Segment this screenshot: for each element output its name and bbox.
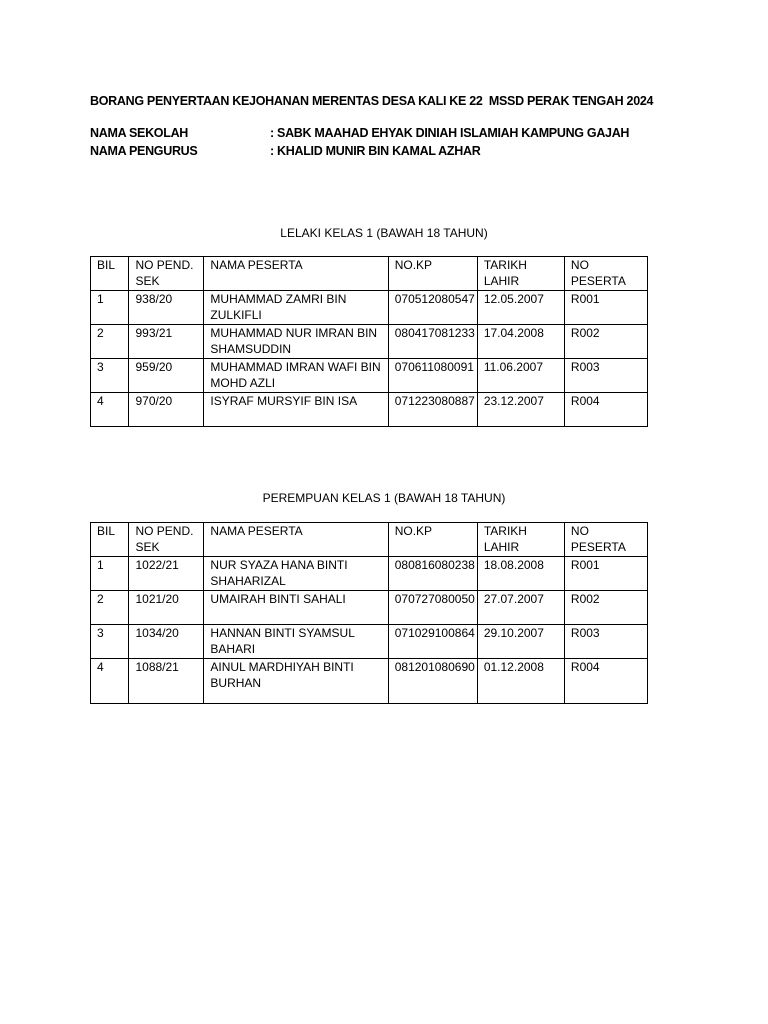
header-no-pend-sek: NO PEND. SEK bbox=[129, 257, 204, 291]
cell-bil: 4 bbox=[91, 393, 129, 427]
cell-bil: 1 bbox=[91, 557, 129, 591]
header-tarikh-lahir: TARIKH LAHIR bbox=[477, 523, 564, 557]
header-bil: BIL bbox=[91, 257, 129, 291]
cell-no-peserta: R001 bbox=[564, 291, 647, 325]
cell-no-kp: 081201080690 bbox=[388, 659, 477, 704]
cell-nama-peserta: AINUL MARDHIYAH BINTI BURHAN bbox=[204, 659, 388, 704]
table-row bbox=[91, 393, 648, 427]
cell-no-peserta: R001 bbox=[564, 557, 647, 591]
cell-no-pend-sek: 1021/20 bbox=[129, 591, 204, 625]
table-row bbox=[91, 625, 648, 659]
cell-no-kp: 080816080238 bbox=[388, 557, 477, 591]
cell-tarikh-lahir: 01.12.2008 bbox=[477, 659, 564, 704]
cell-nama-peserta: ISYRAF MURSYIF BIN ISA bbox=[204, 393, 388, 427]
cell-no-kp: 070512080547 bbox=[388, 291, 477, 325]
header-nama-peserta: NAMA PESERTA bbox=[204, 257, 388, 291]
cell-tarikh-lahir: 17.04.2008 bbox=[477, 325, 564, 359]
cell-no-pend-sek: 959/20 bbox=[129, 359, 204, 393]
table-header-row bbox=[91, 257, 648, 291]
school-label: NAMA SEKOLAH bbox=[90, 126, 189, 140]
manager-value: : KHALID MUNIR BIN KAMAL AZHAR bbox=[270, 144, 481, 158]
table-row bbox=[91, 659, 648, 704]
cell-nama-peserta: MUHAMMAD IMRAN WAFI BIN MOHD AZLI bbox=[204, 359, 388, 393]
cell-tarikh-lahir: 29.10.2007 bbox=[477, 625, 564, 659]
cell-no-peserta: R002 bbox=[564, 325, 647, 359]
entries-table-perempuan bbox=[90, 522, 648, 704]
cell-no-pend-sek: 970/20 bbox=[129, 393, 204, 427]
table-row bbox=[91, 325, 648, 359]
section-caption-perempuan: PEREMPUAN KELAS 1 (BAWAH 18 TAHUN) bbox=[262, 491, 506, 505]
cell-bil: 2 bbox=[91, 325, 129, 359]
table-row bbox=[91, 291, 648, 325]
header-no-kp: NO.KP bbox=[388, 523, 477, 557]
cell-nama-peserta: UMAIRAH BINTI SAHALI bbox=[204, 591, 388, 625]
cell-tarikh-lahir: 12.05.2007 bbox=[477, 291, 564, 325]
cell-bil: 2 bbox=[91, 591, 129, 625]
cell-tarikh-lahir: 11.06.2007 bbox=[477, 359, 564, 393]
cell-no-peserta: R004 bbox=[564, 659, 647, 704]
table-header-row bbox=[91, 523, 648, 557]
entries-table-lelaki bbox=[90, 256, 648, 427]
cell-no-pend-sek: 938/20 bbox=[129, 291, 204, 325]
cell-no-peserta: R003 bbox=[564, 625, 647, 659]
manager-label: NAMA PENGURUS bbox=[90, 144, 198, 158]
cell-no-pend-sek: 1088/21 bbox=[129, 659, 204, 704]
cell-no-kp: 071029100864 bbox=[388, 625, 477, 659]
table-row bbox=[91, 359, 648, 393]
cell-bil: 1 bbox=[91, 291, 129, 325]
cell-nama-peserta: MUHAMMAD NUR IMRAN BIN SHAMSUDDIN bbox=[204, 325, 388, 359]
cell-no-peserta: R002 bbox=[564, 591, 647, 625]
header-no-pend-sek: NO PEND. SEK bbox=[129, 523, 204, 557]
cell-nama-peserta: HANNAN BINTI SYAMSUL BAHARI bbox=[204, 625, 388, 659]
cell-no-peserta: R003 bbox=[564, 359, 647, 393]
header-no-peserta: NO PESERTA bbox=[564, 523, 647, 557]
cell-nama-peserta: NUR SYAZA HANA BINTI SHAHARIZAL bbox=[204, 557, 388, 591]
cell-bil: 4 bbox=[91, 659, 129, 704]
table-row bbox=[91, 591, 648, 625]
cell-tarikh-lahir: 27.07.2007 bbox=[477, 591, 564, 625]
header-nama-peserta: NAMA PESERTA bbox=[204, 523, 388, 557]
cell-no-pend-sek: 993/21 bbox=[129, 325, 204, 359]
header-bil: BIL bbox=[91, 523, 129, 557]
cell-no-pend-sek: 1034/20 bbox=[129, 625, 204, 659]
cell-no-pend-sek: 1022/21 bbox=[129, 557, 204, 591]
form-title: BORANG PENYERTAAN KEJOHANAN MERENTAS DESA KALI KE 22 MSSD PERAK TENGAH 2024 bbox=[90, 94, 654, 108]
cell-bil: 3 bbox=[91, 625, 129, 659]
cell-tarikh-lahir: 23.12.2007 bbox=[477, 393, 564, 427]
header-tarikh-lahir: TARIKH LAHIR bbox=[477, 257, 564, 291]
cell-no-kp: 070611080091 bbox=[388, 359, 477, 393]
cell-no-kp: 070727080050 bbox=[388, 591, 477, 625]
school-value: : SABK MAAHAD EHYAK DINIAH ISLAMIAH KAMPUNG GAJAH bbox=[270, 126, 630, 140]
section-caption-lelaki: LELAKI KELAS 1 (BAWAH 18 TAHUN) bbox=[280, 226, 488, 240]
table-row bbox=[91, 557, 648, 591]
cell-no-peserta: R004 bbox=[564, 393, 647, 427]
cell-no-kp: 071223080887 bbox=[388, 393, 477, 427]
header-no-kp: NO.KP bbox=[388, 257, 477, 291]
cell-no-kp: 080417081233 bbox=[388, 325, 477, 359]
header-no-peserta: NO PESERTA bbox=[564, 257, 647, 291]
cell-bil: 3 bbox=[91, 359, 129, 393]
cell-nama-peserta: MUHAMMAD ZAMRI BIN ZULKIFLI bbox=[204, 291, 388, 325]
cell-tarikh-lahir: 18.08.2008 bbox=[477, 557, 564, 591]
